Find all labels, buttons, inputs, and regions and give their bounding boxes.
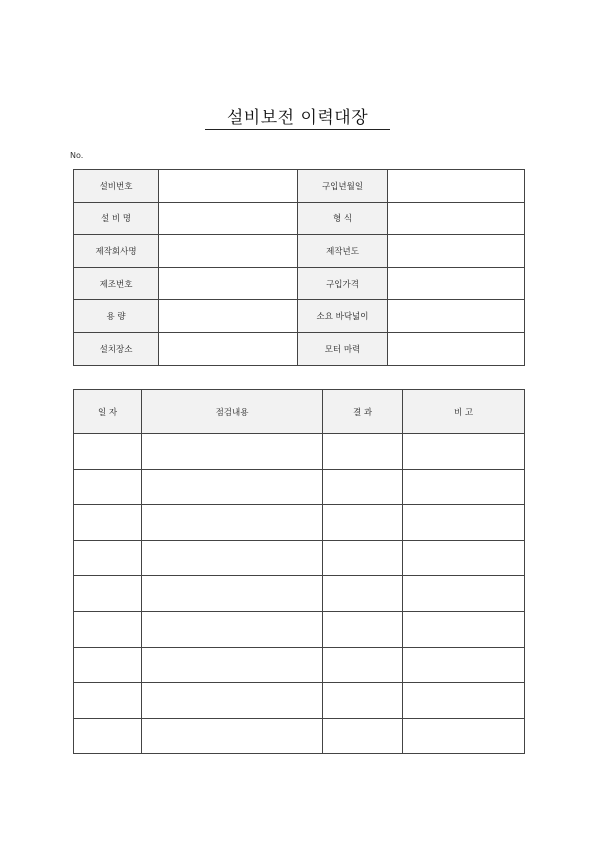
header-remarks: 비 고 (403, 390, 525, 434)
info-label: 용 량 (74, 300, 159, 333)
info-row (74, 300, 525, 333)
table-row (74, 718, 525, 754)
table-row (74, 576, 525, 612)
history-date-cell[interactable] (74, 505, 142, 541)
equipment-info-table (73, 169, 525, 366)
info-row (74, 235, 525, 268)
title-underline (205, 129, 390, 130)
history-result-cell[interactable] (323, 611, 403, 647)
info-value-field[interactable] (159, 300, 298, 333)
history-content-cell[interactable] (142, 683, 323, 719)
history-result-cell[interactable] (323, 718, 403, 754)
info-value-field[interactable] (159, 202, 298, 235)
history-content-cell[interactable] (142, 540, 323, 576)
history-remarks-cell[interactable] (403, 683, 525, 719)
info-value-field[interactable] (388, 332, 525, 365)
history-result-cell[interactable] (323, 576, 403, 612)
info-label: 설치장소 (74, 332, 159, 365)
document-number-label: No. (70, 151, 84, 160)
history-date-cell[interactable] (74, 576, 142, 612)
info-row (74, 202, 525, 235)
history-remarks-cell[interactable] (403, 576, 525, 612)
history-date-cell[interactable] (74, 540, 142, 576)
history-remarks-cell[interactable] (403, 505, 525, 541)
info-value-field[interactable] (388, 202, 525, 235)
table-row (74, 434, 525, 470)
info-row (74, 267, 525, 300)
history-remarks-cell[interactable] (403, 434, 525, 470)
history-result-cell[interactable] (323, 469, 403, 505)
history-content-cell[interactable] (142, 611, 323, 647)
table-row (74, 469, 525, 505)
info-label: 제조번호 (74, 267, 159, 300)
history-remarks-cell[interactable] (403, 469, 525, 505)
info-value-field[interactable] (159, 235, 298, 268)
history-content-cell[interactable] (142, 434, 323, 470)
table-row (74, 505, 525, 541)
table-row (74, 540, 525, 576)
info-value-field[interactable] (388, 300, 525, 333)
history-header-row (74, 390, 525, 434)
info-row (74, 170, 525, 203)
history-result-cell[interactable] (323, 540, 403, 576)
history-result-cell[interactable] (323, 434, 403, 470)
history-date-cell[interactable] (74, 683, 142, 719)
info-label: 모터 마력 (298, 332, 388, 365)
history-result-cell[interactable] (323, 683, 403, 719)
info-label: 설 비 명 (74, 202, 159, 235)
info-label: 제작회사명 (74, 235, 159, 268)
history-content-cell[interactable] (142, 647, 323, 683)
history-remarks-cell[interactable] (403, 647, 525, 683)
info-value-field[interactable] (159, 267, 298, 300)
table-row (74, 611, 525, 647)
history-date-cell[interactable] (74, 434, 142, 470)
history-result-cell[interactable] (323, 647, 403, 683)
info-value-field[interactable] (159, 332, 298, 365)
document-title: 설비보전 이력대장 (226, 108, 369, 128)
history-date-cell[interactable] (74, 611, 142, 647)
header-date: 일 자 (74, 390, 142, 434)
table-row (74, 683, 525, 719)
history-result-cell[interactable] (323, 505, 403, 541)
info-label: 제작년도 (298, 235, 388, 268)
info-label: 구입가격 (298, 267, 388, 300)
info-label: 형 식 (298, 202, 388, 235)
info-label: 구입년월일 (298, 170, 388, 203)
history-remarks-cell[interactable] (403, 540, 525, 576)
history-content-cell[interactable] (142, 505, 323, 541)
info-value-field[interactable] (388, 235, 525, 268)
info-label: 소요 바닥넓이 (298, 300, 388, 333)
history-date-cell[interactable] (74, 718, 142, 754)
info-value-field[interactable] (388, 170, 525, 203)
table-row (74, 647, 525, 683)
header-result: 결 과 (323, 390, 403, 434)
maintenance-history-table (73, 389, 525, 754)
history-date-cell[interactable] (74, 469, 142, 505)
history-date-cell[interactable] (74, 647, 142, 683)
info-value-field[interactable] (388, 267, 525, 300)
info-row (74, 332, 525, 365)
info-label: 설비번호 (74, 170, 159, 203)
history-content-cell[interactable] (142, 469, 323, 505)
history-remarks-cell[interactable] (403, 718, 525, 754)
history-remarks-cell[interactable] (403, 611, 525, 647)
header-inspection-content: 점검내용 (142, 390, 323, 434)
history-content-cell[interactable] (142, 576, 323, 612)
info-value-field[interactable] (159, 170, 298, 203)
history-content-cell[interactable] (142, 718, 323, 754)
